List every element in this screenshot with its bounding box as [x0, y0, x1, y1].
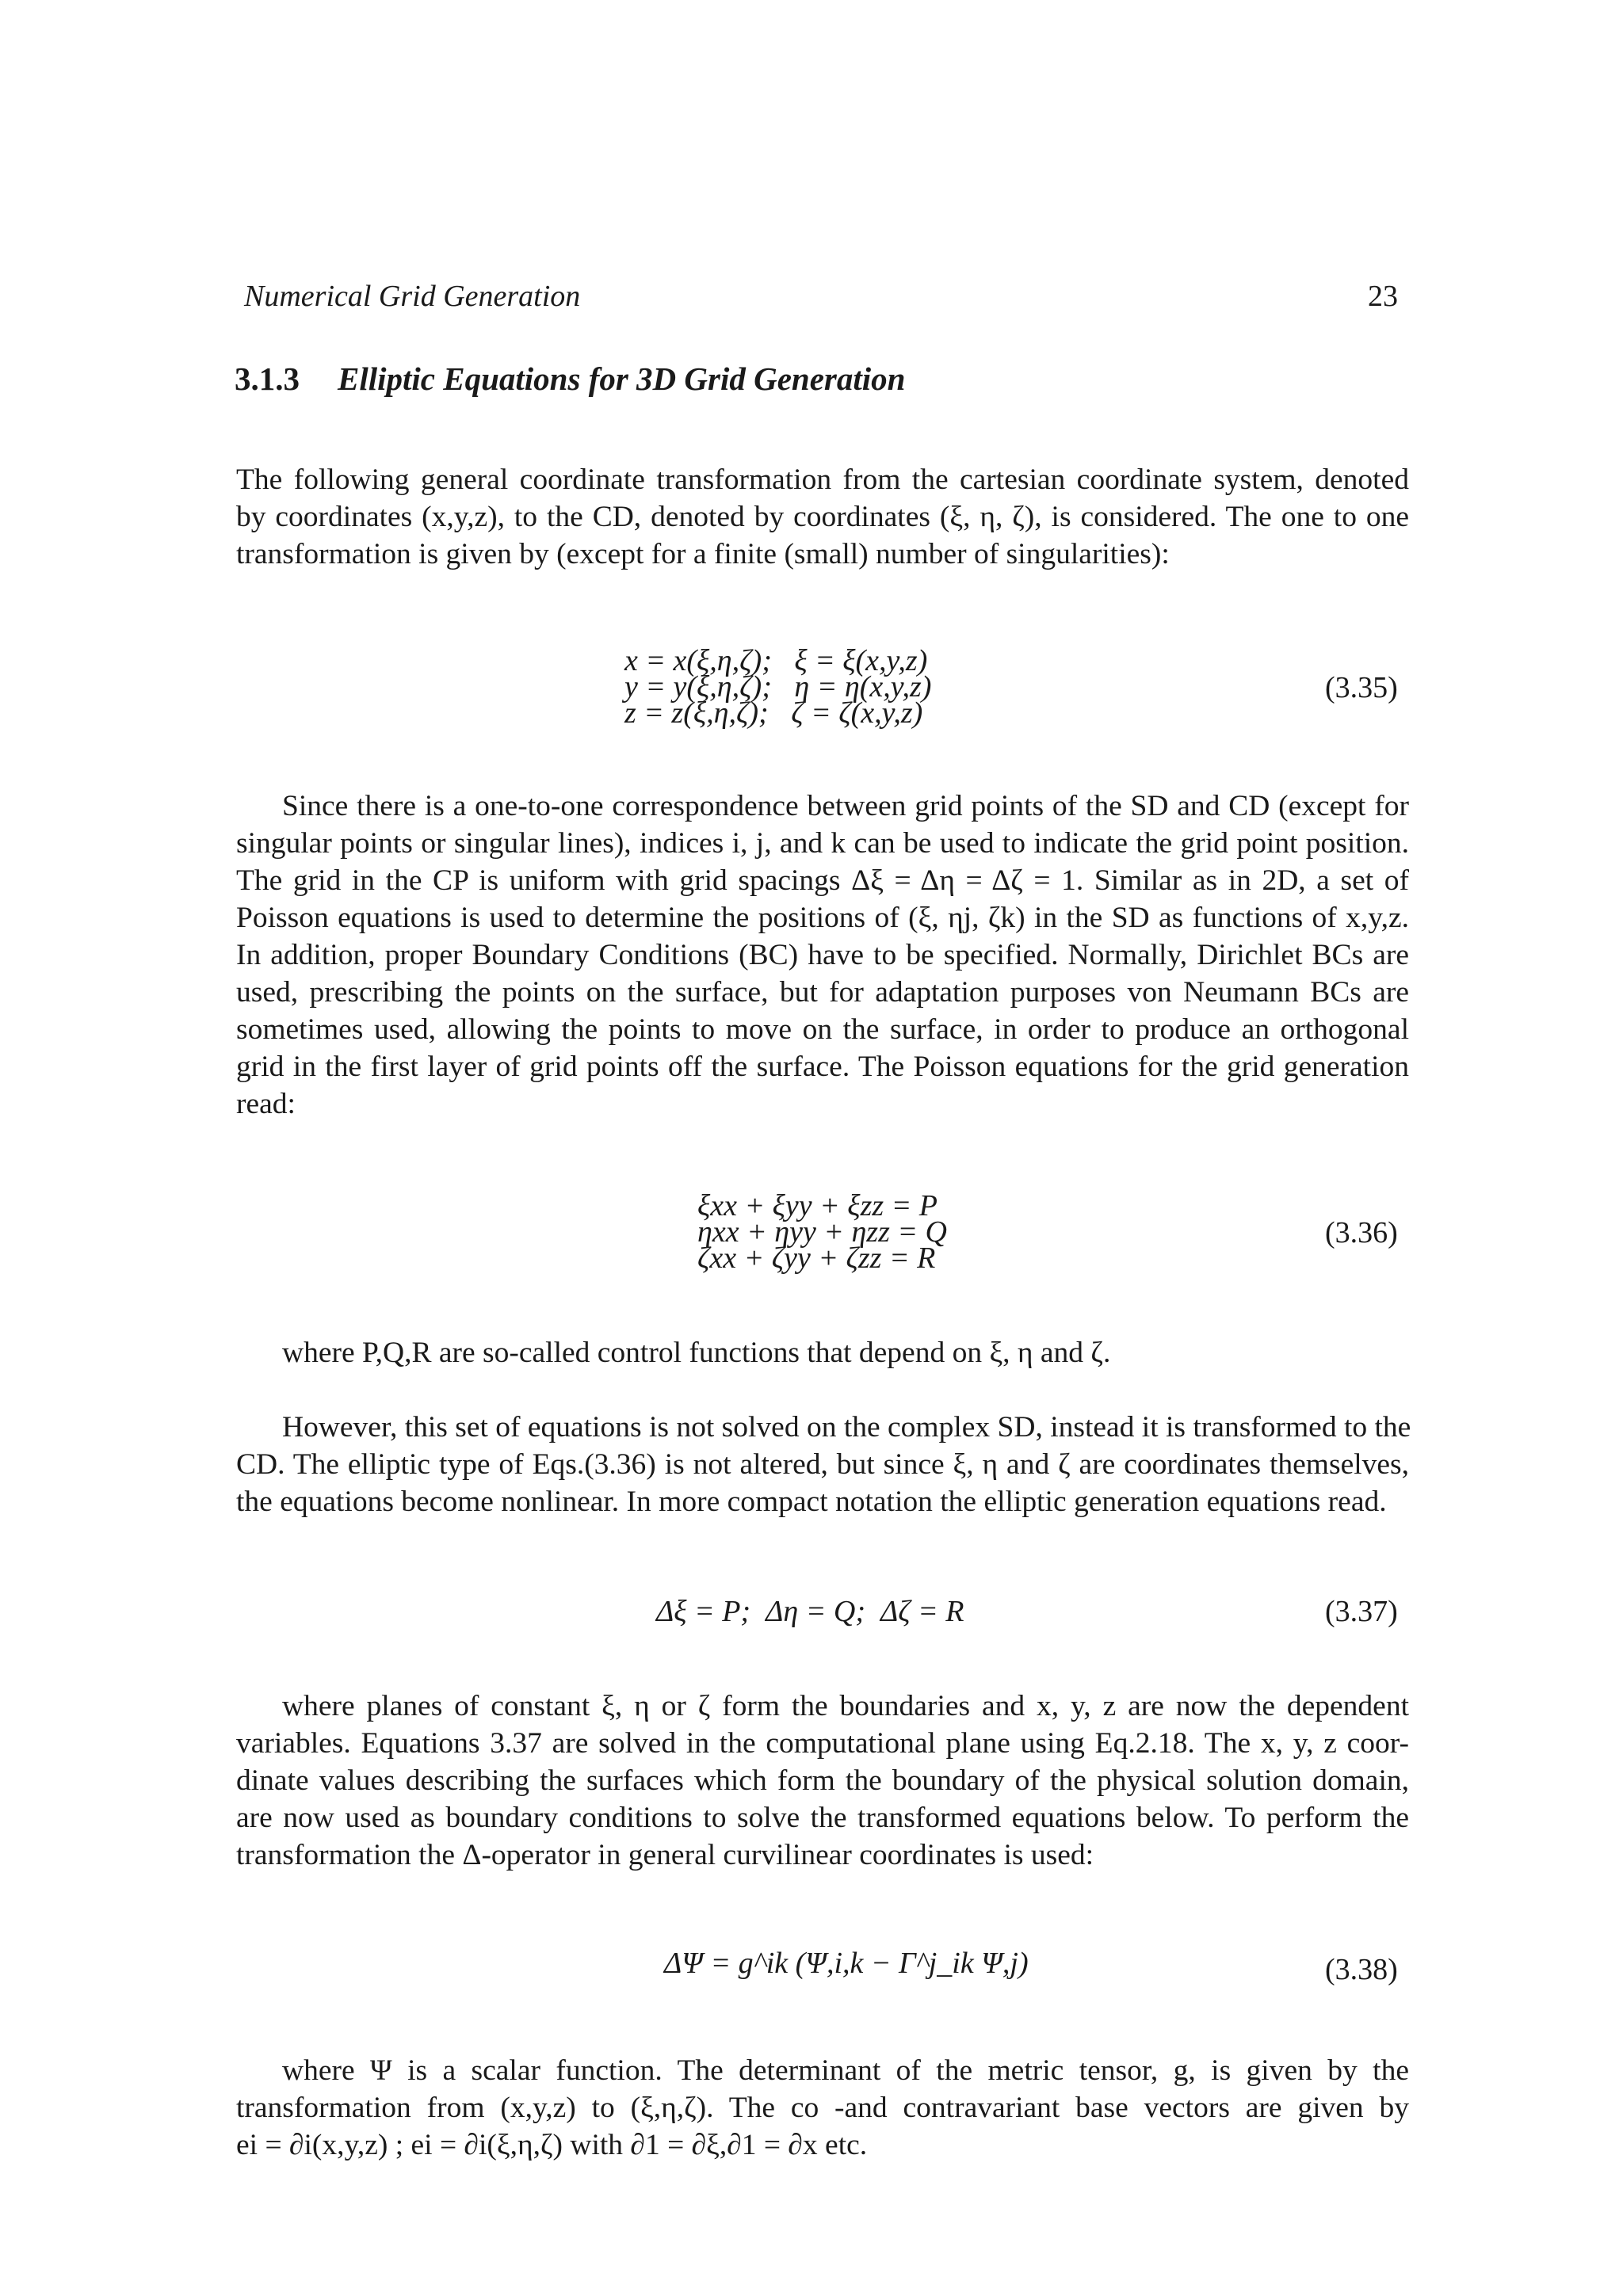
equation-row: ζxx + ζyy + ζzz = R [697, 1241, 936, 1275]
equation-row: ηxx + ηyy + ηzz = Q [697, 1215, 947, 1249]
text-line: singular points or singular lines), indices i, j, and k can be used to indicate the grid point position. [236, 827, 1409, 860]
equation-3-35 [624, 643, 932, 730]
section-number: 3.1.3 [235, 360, 300, 397]
paragraph-transformation [236, 1409, 1409, 1520]
section-heading [235, 360, 905, 398]
text-line: used, prescribing the points on the surface, but for adaptation purposes von Neumann BCs are [236, 976, 1409, 1009]
text-line: read: [236, 1088, 296, 1120]
text-line: transformation the Δ-operator in general curvilinear coordinates is used: [236, 1839, 1094, 1871]
text-line: the equations become nonlinear. In more compact notation the elliptic generation equations read. [236, 1486, 1387, 1518]
text-line: transformation from (x,y,z) to (ξ,η,ζ). The co -and contravariant base vectors are given by [236, 2092, 1409, 2124]
running-head: Numerical Grid Generation [244, 280, 581, 313]
text-line: CD. The elliptic type of Eqs.(3.36) is not altered, but since ξ, η and ζ are coordinates themselves, [236, 1448, 1409, 1481]
text-line: The grid in the CP is uniform with grid spacings Δξ = Δη = Δζ = 1. Similar as in 2D, a set of [236, 864, 1409, 897]
text-line: sometimes used, allowing the points to move on the surface, in order to produce an orthogonal [236, 1013, 1409, 1046]
equation-3-36 [697, 1188, 947, 1275]
page-number: 23 [1368, 280, 1398, 313]
paragraph-correspondence [236, 788, 1409, 1123]
text-line: where P,Q,R are so-called control functions that depend on ξ, η and ζ. [282, 1337, 1111, 1369]
text-line: The following general coordinate transformation from the cartesian coordinate system, denoted [236, 463, 1409, 496]
text-line: ei = ∂i(x,y,z) ; ei = ∂i(ξ,η,ζ) with ∂1 = ∂ξ,∂1 = ∂x etc. [236, 2129, 868, 2161]
equation-3-37: Δξ = P; Δη = Q; Δζ = R [656, 1595, 964, 1628]
text-line: Since there is a one-to-one correspondence between grid points of the SD and CD (except for [282, 790, 1409, 822]
paragraph-boundaries [236, 1688, 1409, 1874]
equation-row: ξxx + ξyy + ξzz = P [697, 1189, 938, 1222]
text-line: where planes of constant ξ, η or ζ form the boundaries and x, y, z are now the dependent [282, 1690, 1409, 1722]
text-line: are now used as boundary conditions to solve the transformed equations below. To perform the [236, 1802, 1409, 1834]
equation-row: z = z(ξ,η,ζ); ζ = ζ(x,y,z) [624, 696, 923, 730]
equation-number: (3.35) [1325, 671, 1398, 704]
text-line: However, this set of equations is not solved on the complex SD, instead it is transformed to the [282, 1411, 1411, 1444]
paragraph-intro [236, 461, 1409, 573]
equation-row: x = x(ξ,η,ζ); ξ = ξ(x,y,z) [624, 644, 928, 677]
text-line: dinate values describing the surfaces which form the boundary of the physical solution domain, [236, 1764, 1409, 1797]
paragraph-metric-tensor [236, 2052, 1409, 2164]
text-line: In addition, proper Boundary Conditions (BC) have to be specified. Normally, Dirichlet BCs are [236, 939, 1409, 971]
equation-3-38: ΔΨ = g^ik (Ψ,i,k − Γ^j_ik Ψ,j) [664, 1947, 1029, 1980]
equation-number: (3.36) [1325, 1216, 1398, 1249]
text-line: Poisson equations is used to determine the positions of (ξ, ηj, ζk) in the SD as functions of x,y,z. [236, 902, 1409, 934]
text-line: variables. Equations 3.37 are solved in the computational plane using Eq.2.18. The x, y, z coor- [236, 1727, 1409, 1760]
text-line: transformation is given by (except for a finite (small) number of singularities): [236, 538, 1170, 570]
equation-number: (3.38) [1325, 1953, 1398, 1986]
text-line: where Ψ is a scalar function. The determinant of the metric tensor, g, is given by the [282, 2054, 1409, 2087]
equation-row: y = y(ξ,η,ζ); η = η(x,y,z) [624, 670, 932, 704]
section-title: Elliptic Equations for 3D Grid Generation [338, 360, 906, 397]
equation-number: (3.37) [1325, 1595, 1398, 1628]
paragraph-control-functions [236, 1334, 1409, 1371]
text-line: by coordinates (x,y,z), to the CD, denoted by coordinates (ξ, η, ζ), is considered. The one to one [236, 501, 1409, 533]
text-line: grid in the first layer of grid points off the surface. The Poisson equations for the grid generation [236, 1051, 1409, 1083]
